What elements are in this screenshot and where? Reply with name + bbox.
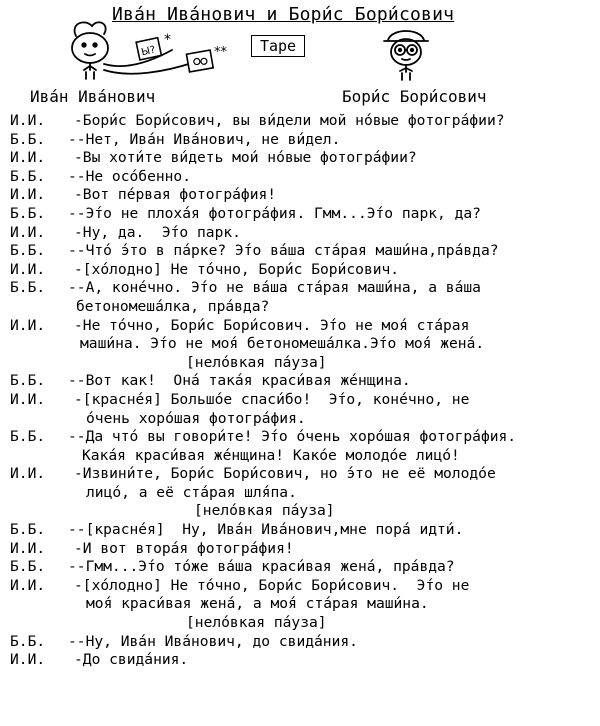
line-text: -Не то́чно, Бори́с Бори́сович. Э́то не моя́ ста́рая	[74, 316, 470, 334]
dialogue-line-cont	[10, 298, 595, 317]
boris-figure	[384, 31, 428, 80]
line-text: -Бори́с Бори́сович, вы ви́дели мой но́вые фотогра́фии?	[74, 112, 505, 129]
speaker: И.И.	[10, 260, 46, 278]
line-text-cont: моя́ краси́вая жена́, а моя́ ста́рая маши́на.	[86, 595, 429, 613]
pause-line	[10, 502, 595, 521]
dialogue-line	[10, 651, 595, 670]
line-text: -[хо́лодно] Не то́чно, Бори́с Бори́сович.	[74, 260, 400, 278]
speaker: И.И.	[10, 316, 46, 334]
line-text: -Ну, да. Э́то парк.	[74, 223, 241, 241]
dialogue-line-cont	[10, 335, 595, 354]
dialogue-line	[10, 186, 595, 205]
line-text: --[красне́я] Ну, Ива́н Ива́нович,мне пора́ идти́.	[68, 521, 464, 539]
dialogue-line-cont	[10, 447, 595, 466]
speaker: Б.Б.	[10, 521, 46, 539]
line-text: --Э́то не плоха́я фотогра́фия. Гмм...Э́то парк, да?	[68, 204, 481, 222]
speaker: И.И.	[10, 539, 46, 557]
line-text: --Да что́ вы говори́те! Э́то о́чень хоро́шая фотогра́фия.	[68, 428, 517, 446]
dialogue-line	[10, 112, 595, 131]
speaker: Б.Б.	[10, 372, 46, 390]
dialogue-line-cont	[10, 484, 595, 503]
dialogue-line	[10, 428, 595, 447]
pause-line	[10, 614, 595, 633]
dialogue-line	[10, 224, 595, 243]
line-text: --Не осо́бенно.	[68, 167, 192, 185]
dialogue-line	[10, 168, 595, 187]
line-text-cont: маши́на. Э́то не моя́ бетономеша́лка.Э́то моя́ жена́.	[80, 335, 485, 353]
line-text-cont: Кака́я краси́вая же́нщина! Како́е молодо́е лицо́!	[82, 446, 460, 464]
speaker: И.И.	[10, 149, 46, 167]
dialogue-line	[10, 131, 595, 150]
dialogue-line	[10, 391, 595, 410]
spark-icon-double: **	[214, 45, 227, 60]
dialogue-line	[10, 372, 595, 391]
line-text: --Нет, Ива́н Ива́нович, не ви́дел.	[68, 130, 341, 148]
dialogue-line	[10, 521, 595, 540]
dialogue-line-cont	[10, 410, 595, 429]
speaker: Б.Б.	[10, 632, 46, 650]
speaker: Б.Б.	[10, 167, 46, 185]
pause-text: [нело́вкая па́уза]	[186, 353, 327, 371]
dialogue	[10, 112, 595, 670]
dialogue-line	[10, 558, 595, 577]
line-text: -Извини́те, Бори́с Бори́сович, но э́то не её молодо́е	[74, 465, 496, 483]
speaker: И.И.	[10, 223, 46, 241]
line-text-cont: лицо́, а её ста́рая шля́па.	[86, 483, 297, 501]
line-text: --А, коне́чно. Э́то не ва́ша ста́рая маши́на, а ва́ша	[68, 279, 481, 297]
photo-1-icon	[136, 38, 161, 60]
pause-line	[10, 354, 595, 373]
dialogue-line	[10, 261, 595, 280]
ivan-figure	[72, 22, 195, 79]
speaker: Б.Б.	[10, 558, 46, 576]
caption-boris: Бори́с Бори́сович	[342, 87, 487, 106]
tape-label: Tape	[251, 35, 305, 57]
speaker: И.И.	[10, 465, 46, 483]
speaker: Б.Б.	[10, 428, 46, 446]
speaker: И.И.	[10, 390, 46, 408]
dialogue-line	[10, 540, 595, 559]
dialogue-line	[10, 279, 595, 298]
line-text: --Гмм...Э́то то́же ва́ша краси́вая жена́, пра́вда?	[68, 558, 455, 576]
line-text: -И вот втора́я фотогра́фия!	[74, 539, 294, 557]
speaker: Б.Б.	[10, 242, 46, 260]
speaker: И.И.	[10, 112, 46, 129]
page-title: Ива́н Ива́нович и Бори́с Бори́сович	[112, 4, 455, 25]
dialogue-line	[10, 149, 595, 168]
caption-ivan: Ива́н Ива́нович	[30, 87, 156, 106]
speaker: И.И.	[10, 651, 46, 669]
dialogue-line	[10, 465, 595, 484]
speaker: И.И.	[10, 576, 46, 594]
svg-text:Ы?: Ы?	[140, 44, 157, 59]
photo-2-icon	[186, 50, 213, 72]
spark-icon: *	[164, 32, 171, 48]
line-text: -Вы хоти́те ви́деть мои́ но́вые фотогра́фии?	[74, 149, 417, 167]
pause-text: [нело́вкая па́уза]	[186, 614, 327, 632]
dialogue-line	[10, 577, 595, 596]
line-text: --Вот как! Она́ така́я краси́вая же́нщина.	[68, 372, 411, 390]
speaker: Б.Б.	[10, 204, 46, 222]
speaker: И.И.	[10, 186, 46, 204]
line-text: --Что́ э́то в па́рке? Э́то ва́ша ста́рая маши́на,пра́вда?	[68, 242, 499, 260]
line-text: -Вот пе́рвая фотогра́фия!	[74, 186, 277, 204]
line-text: -[хо́лодно] Не то́чно, Бори́с Бори́сович. Э́то не	[74, 576, 470, 594]
dialogue-line	[10, 205, 595, 224]
dialogue-line	[10, 633, 595, 652]
dialogue-line-cont	[10, 595, 595, 614]
line-text-cont: бетономеша́лка, пра́вда?	[76, 297, 270, 315]
dialogue-line	[10, 317, 595, 336]
speaker: Б.Б.	[10, 279, 46, 297]
line-text: -До свида́ния.	[74, 651, 189, 669]
speaker: Б.Б.	[10, 130, 46, 148]
pause-text: [нело́вкая па́уза]	[194, 502, 335, 520]
line-text-cont: о́чень хоро́шая фотогра́фия.	[86, 409, 306, 427]
dialogue-line	[10, 242, 595, 261]
line-text: --Ну, Ива́н Ива́нович, до свида́ния.	[68, 632, 358, 650]
line-text: -[красне́я] Большо́е спаси́бо! Э́то, коне́чно, не	[74, 390, 470, 408]
